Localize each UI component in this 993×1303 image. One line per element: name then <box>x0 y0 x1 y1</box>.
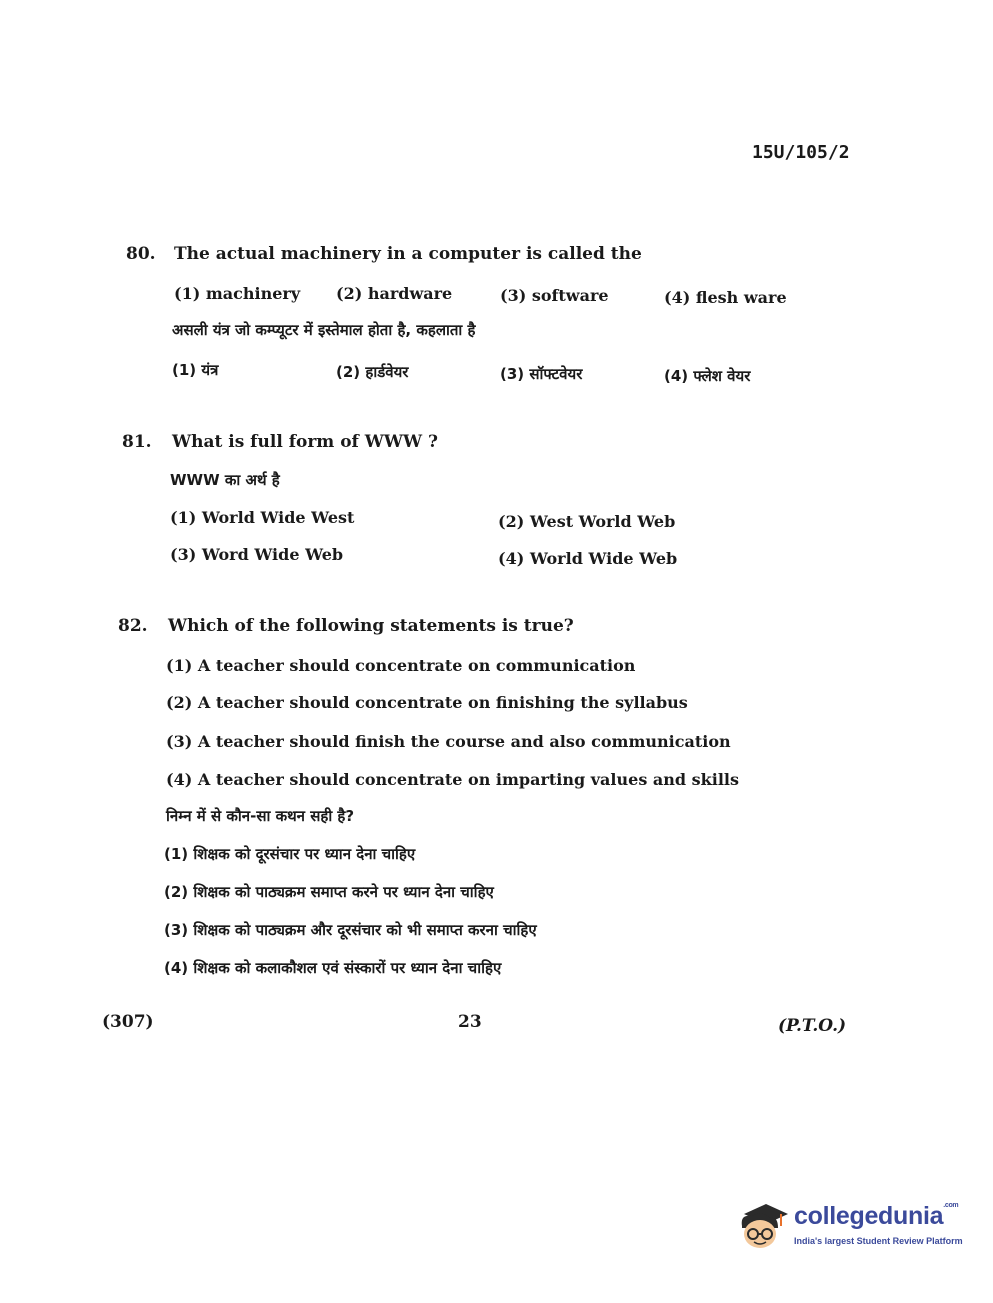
option-4: (4) A teacher should concentrate on imparting values and skills <box>166 770 739 789</box>
option-4: (4) flesh ware <box>664 288 787 307</box>
question-number: 80. <box>126 244 156 264</box>
brand-tagline: India's largest Student Review Platform <box>794 1236 963 1246</box>
question-text: What is full form of WWW ? <box>172 432 438 452</box>
option-2: (2) West World Web <box>498 512 676 531</box>
hindi-option-4: (4) शिक्षक को कलाकौशल एवं संस्कारों पर ध्यान देना चाहिए <box>164 959 502 977</box>
option-3: (3) A teacher should finish the course and also communication <box>166 732 731 751</box>
student-mascot-icon <box>734 1200 792 1254</box>
collegedunia-watermark <box>734 1196 966 1260</box>
brand-suffix: .com <box>943 1202 959 1209</box>
hindi-option-2: (2) शिक्षक को पाठ्यक्रम समाप्त करने पर ध्यान देना चाहिए <box>164 883 494 901</box>
hindi-option-3: (3) सॉफ्टवेयर <box>500 365 583 383</box>
option-1: (1) A teacher should concentrate on communication <box>166 656 636 675</box>
hindi-question-text: असली यंत्र जो कम्प्यूटर में इस्तेमाल होता है, कहलाता है <box>172 321 476 339</box>
question-text: The actual machinery in a computer is called the <box>174 244 642 264</box>
page-number: 23 <box>458 1012 482 1032</box>
paper-code: 15U/105/2 <box>752 142 850 163</box>
question-number: 82. <box>118 616 148 636</box>
brand-name: collegedunia <box>794 1202 944 1230</box>
hindi-question-text: WWW का अर्थ है <box>170 471 280 489</box>
hindi-option-1: (1) यंत्र <box>172 361 219 379</box>
option-3: (3) software <box>500 286 609 305</box>
hindi-option-2: (2) हार्डवेयर <box>336 363 409 381</box>
please-turn-over: (P.T.O.) <box>778 1016 847 1036</box>
question-number: 81. <box>122 432 152 452</box>
hindi-option-1: (1) शिक्षक को दूरसंचार पर ध्यान देना चाहिए <box>164 845 416 863</box>
footer-booklet-code: (307) <box>102 1012 154 1032</box>
option-2: (2) A teacher should concentrate on finishing the syllabus <box>166 693 688 712</box>
option-3: (3) Word Wide Web <box>170 545 344 564</box>
option-1: (1) World Wide West <box>170 508 355 527</box>
option-2: (2) hardware <box>336 284 453 303</box>
question-text: Which of the following statements is true? <box>168 616 574 636</box>
option-1: (1) machinery <box>174 284 301 303</box>
hindi-option-3: (3) शिक्षक को पाठ्यक्रम और दूरसंचार को भी समाप्त करना चाहिए <box>164 921 537 939</box>
hindi-option-4: (4) फ्लेश वेयर <box>664 367 751 385</box>
option-4: (4) World Wide Web <box>498 549 678 568</box>
hindi-question-text: निम्न में से कौन-सा कथन सही है? <box>166 807 355 825</box>
